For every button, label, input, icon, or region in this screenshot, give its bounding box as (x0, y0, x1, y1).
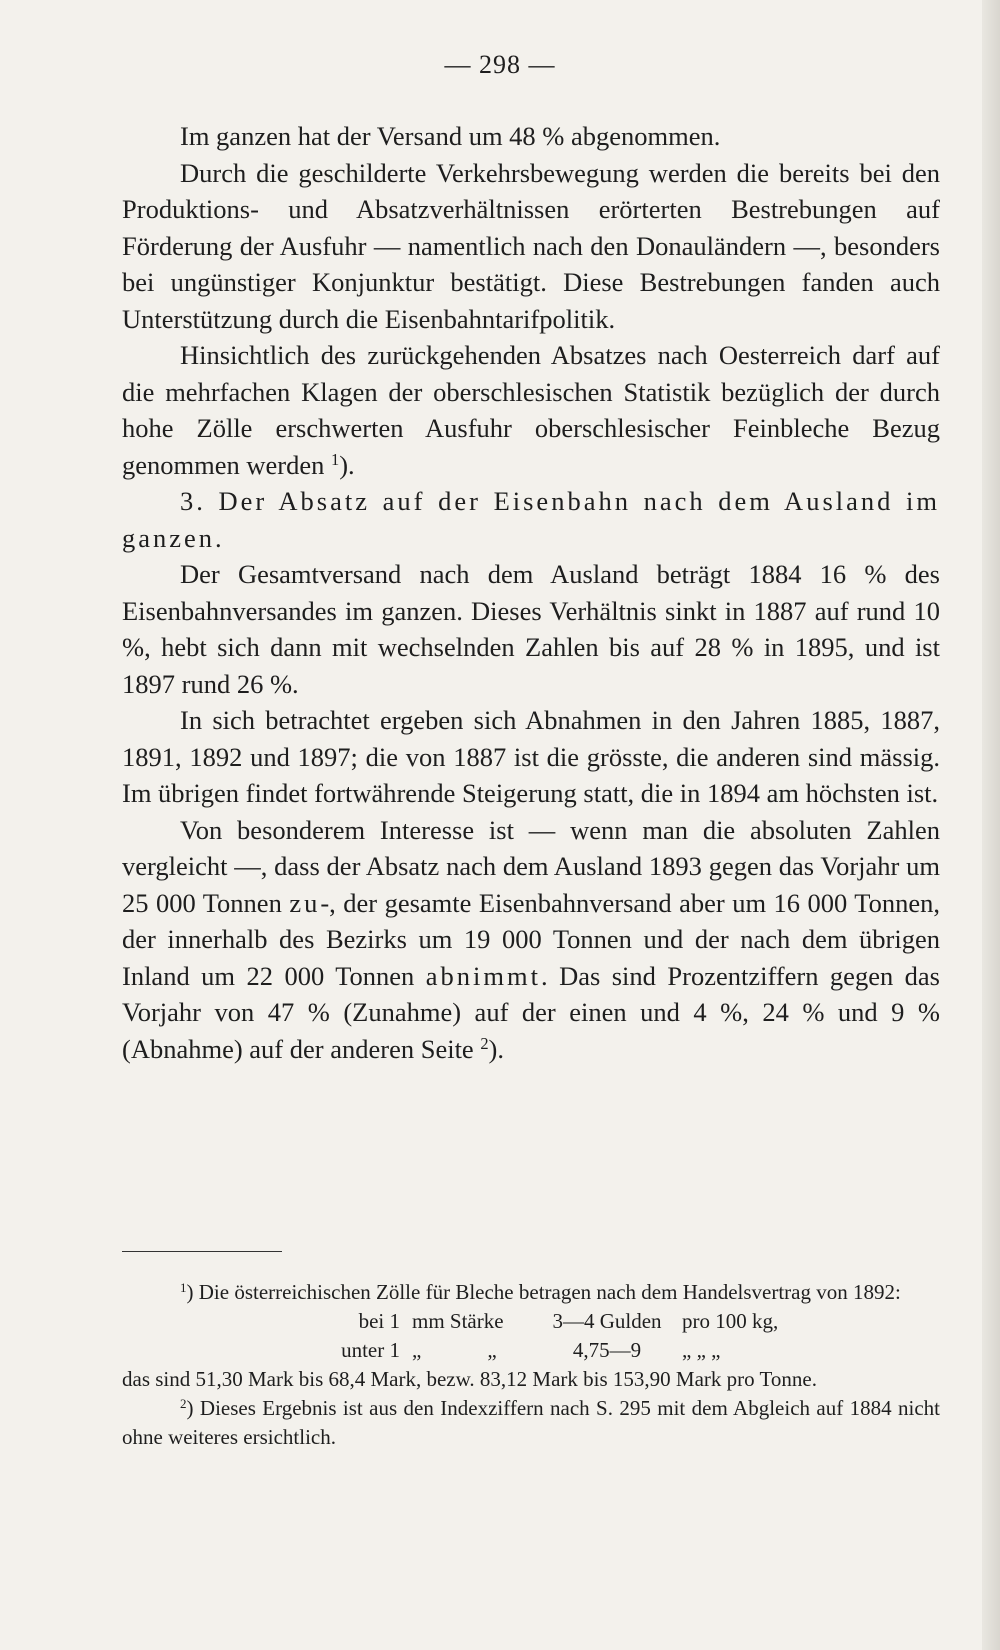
tariff-row-2 (122, 1336, 940, 1365)
footnote-1-text: ) Die österreichischen Zölle für Bleche betragen nach dem Handelsvertrag von 1892: (186, 1280, 901, 1304)
paragraph-4: Der Gesamtversand nach dem Ausland beträgt 1884 16 % des Eisenbahnversandes im ganzen. Dieses Verhältnis sinkt in 1887 auf rund 10 %, hebt sich dann mit wechselnden Zahlen bis auf 28 % in 1895, und ist 1897 rund 26 %. (122, 559, 940, 699)
emphasis-abnimmt: abnimmt (425, 960, 541, 991)
footnote-1-tail: das sind 51,30 Mark bis 68,4 Mark, bezw. 83,12 Mark bis 153,90 Mark pro Tonne. (122, 1367, 817, 1391)
footnote-2-text: ) Dieses Ergebnis ist aus den Indexziffern nach S. 295 mit dem Abgleich auf 1884 nicht ohne weiteres ersichtlich. (122, 1396, 940, 1449)
tariff-per: „ „ „ (682, 1338, 721, 1362)
tariff-rate: 3—4 Gulden (552, 1309, 662, 1333)
tariff-row-1 (122, 1307, 940, 1336)
footnote-1 (122, 1278, 940, 1307)
paragraph-6-part-b: -, der gesamte Eisenbahnversand aber um 16 000 Tonnen, der innerhalb des Bezirks um 19 000 Tonnen und der nach dem übrigen Inland um 22 000 Tonnen (122, 887, 940, 991)
paragraph-6-part-a: Von besonderem Interesse ist — wenn man die absoluten Zahlen vergleicht —, dass der Absatz nach dem Ausland 1893 gegen das Vorjahr um 25 000 Tonnen (122, 814, 940, 918)
tariff-thickness: unter 1 (341, 1338, 400, 1362)
tariff-ditto: „ (487, 1338, 497, 1362)
footnote-ref-1-close: ). (339, 449, 355, 480)
paragraph-2: Durch die geschilderte Verkehrsbewegung werden die bereits bei den Produktions- und Absatzverhältnissen erörterten Bestrebungen auf Förderung der Ausfuhr — namentlich nach den Donauländern —, besonders bei ungünstiger Konjunktur bestätigt. Diese Bestrebungen fanden auch Unterstützung durch die Eisenbahntarifpolitik. (122, 157, 940, 334)
page-number: — 298 — (444, 50, 556, 79)
footnote-1-marker: 1 (180, 1279, 187, 1295)
footnote-2-marker: 2 (180, 1395, 187, 1411)
footnote-divider (122, 1251, 282, 1252)
emphasis-zu: zu (289, 887, 321, 918)
footnote-ref-1: 1 (331, 449, 340, 469)
paragraph-3-text: Hinsichtlich des zurückgehenden Absatzes nach Oesterreich darf auf die mehrfachen Klagen der oberschlesischen Statistik bezüglich der durch hohe Zölle erschwerten Ausfuhr oberschlesischer Feinbleche Bezug genommen werden (122, 340, 940, 480)
footnote-ref-2-close: ). (488, 1033, 504, 1064)
section-heading: 3. Der Absatz auf der Eisenbahn nach dem Ausland im ganzen. (122, 486, 940, 553)
paragraph-5: In sich betrachtet ergeben sich Abnahmen in den Jahren 1885, 1887, 1891, 1892 und 1897; die von 1887 ist die grösste, die anderen sind mässig. Im übrigen findet fortwährende Steigerung statt, die in 1894 am höchsten ist. (122, 705, 940, 808)
tariff-unit: mm Stärke (412, 1309, 504, 1333)
paragraph-1: Im ganzen hat der Versand um 48 % abgenommen. (180, 121, 721, 151)
tariff-thickness: bei 1 (358, 1309, 400, 1333)
tariff-ditto: „ (412, 1338, 422, 1362)
footnote-2 (122, 1394, 940, 1452)
tariff-per: pro 100 kg, (682, 1309, 779, 1333)
paragraph-6-part-c: . Das sind Prozentziffern gegen das Vorjahr von 47 % (Zunahme) auf der einen und 4 %, 24 % und 9 % (Abnahme) auf der anderen Seite (122, 960, 940, 1064)
main-text (122, 118, 940, 1067)
tariff-rate: 4,75—9 (572, 1338, 642, 1362)
page-edge (982, 0, 1000, 1650)
paragraph-6 (122, 812, 940, 1068)
footnote-ref-2: 2 (480, 1033, 489, 1053)
paragraph-3 (122, 337, 940, 483)
footnotes (122, 1278, 940, 1452)
